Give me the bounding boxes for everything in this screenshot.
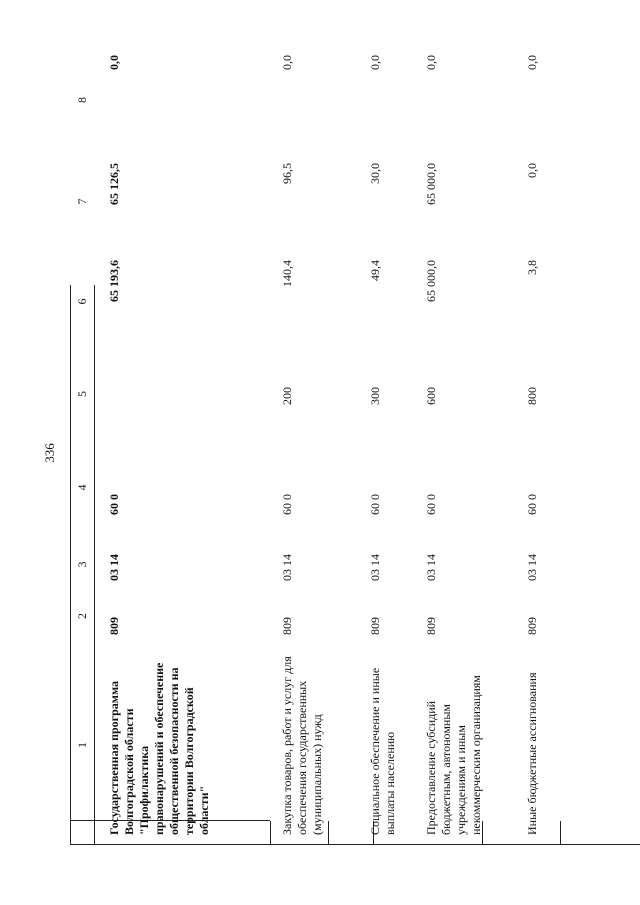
row-2-c6: 140,4 (280, 260, 294, 287)
row-3-c4: 60 0 (368, 494, 382, 515)
row-4-name: Предоставление субсидий бюджетным, автономным учреждениям и иным некоммерческим организациям (424, 675, 483, 835)
row-1-c3: 03 14 (107, 554, 121, 581)
col-header-3: 3 (75, 561, 89, 568)
row-3-name: Социальное обеспечение и иные выплаты населению (368, 667, 397, 835)
row-3-c5: 300 (368, 387, 382, 405)
col-header-4: 4 (75, 484, 89, 491)
row-4-c3: 03 14 (424, 554, 438, 581)
row-5-c3: 03 14 (525, 554, 539, 581)
row-2-name: Закупка товаров, работ и услуг для обеспечения государственных (муниципальных) нужд (280, 656, 324, 835)
row-2-c4: 60 0 (280, 494, 294, 515)
col-header-7: 7 (75, 198, 89, 205)
row-3-c7: 30,0 (368, 163, 382, 184)
row-3-c3: 03 14 (368, 554, 382, 581)
row-4-c5: 600 (424, 387, 438, 405)
row-1-c8: 0,0 (107, 55, 121, 70)
row-4-c8: 0,0 (424, 55, 438, 70)
col-header-6: 6 (75, 298, 89, 305)
row-1-name: Государственная программа Волгоградской области "Профилактика правонарушений и обеспечение общественной безопасности на территории Волгоградской области" (107, 662, 211, 835)
row-3-c2: 809 (368, 617, 382, 635)
col-border (70, 844, 640, 845)
row-1-c4: 60 0 (107, 494, 121, 515)
row-3-c8: 0,0 (368, 55, 382, 70)
row-5-name: Иные бюджетные ассигнования (525, 672, 539, 835)
row-1-c2: 809 (107, 617, 121, 635)
row-5-c2: 809 (525, 617, 539, 635)
row-1-c6: 65 193,6 (107, 260, 121, 302)
page-number: 336 (42, 443, 57, 463)
row-border (328, 821, 329, 845)
col-header-2: 2 (75, 613, 89, 619)
row-border (94, 285, 95, 845)
row-border (560, 821, 561, 845)
row-3-c6: 49,4 (368, 260, 382, 281)
row-5-c6: 3,8 (525, 260, 539, 275)
row-5-c4: 60 0 (525, 494, 539, 515)
col-header-8: 8 (75, 97, 89, 103)
row-2-c3: 03 14 (280, 554, 294, 581)
row-4-c4: 60 0 (424, 494, 438, 515)
row-2-c5: 200 (280, 387, 294, 405)
row-border (270, 821, 271, 845)
row-5-c5: 800 (525, 387, 539, 405)
col-header-1: 1 (75, 742, 89, 748)
row-2-c8: 0,0 (280, 55, 294, 70)
row-4-c7: 65 000,0 (424, 163, 438, 205)
row-4-c6: 65 000,0 (424, 260, 438, 302)
row-1-c7: 65 126,5 (107, 163, 121, 205)
row-2-c7: 96,5 (280, 163, 294, 184)
budget-table (70, 45, 630, 845)
row-4-c2: 809 (424, 617, 438, 635)
row-2-c2: 809 (280, 617, 294, 635)
col-header-5: 5 (75, 391, 89, 397)
row-5-c8: 0,0 (525, 55, 539, 70)
row-5-c7: 0,0 (525, 163, 539, 178)
